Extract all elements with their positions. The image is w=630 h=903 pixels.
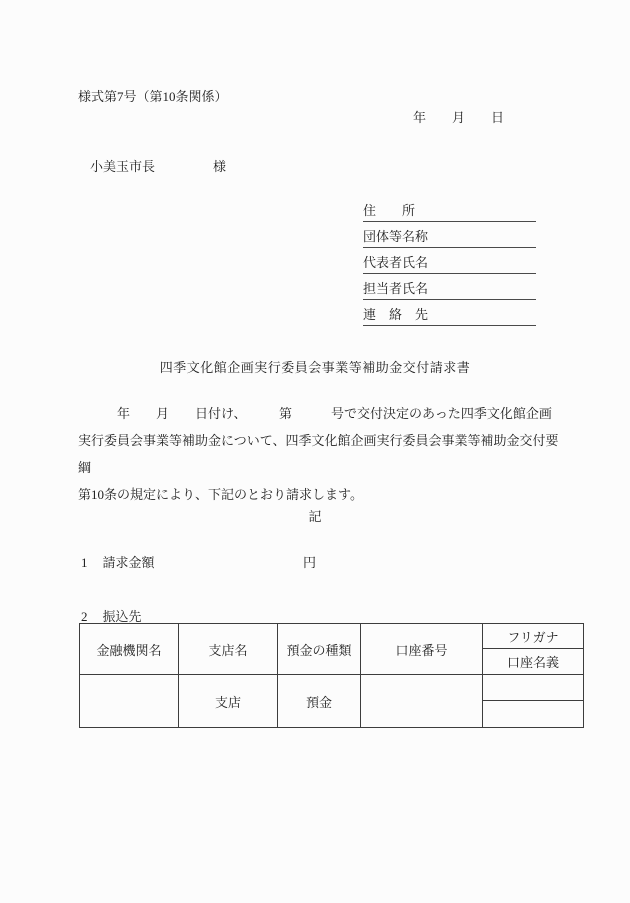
applicant-field-contact-person	[363, 274, 536, 300]
item-number-1: 1	[81, 555, 88, 570]
cell-furigana	[483, 675, 584, 701]
item-number-2: 2	[81, 609, 88, 624]
amount-unit-yen: 円	[303, 555, 317, 570]
header-deposit-type: 預金の種類	[278, 624, 361, 675]
body-line-3: 第10条の規定により、下記のとおり請求します。	[78, 487, 363, 502]
header-furigana: フリガナ	[483, 624, 584, 649]
body-paragraph	[78, 400, 568, 508]
cell-branch-suffix: 支店	[179, 675, 278, 728]
field-label-contact-info: 連 絡 先	[363, 307, 429, 322]
field-label-representative: 代表者氏名	[363, 255, 429, 270]
table-header-row	[80, 624, 584, 649]
table-data-row	[80, 675, 584, 701]
header-branch-name: 支店名	[179, 624, 278, 675]
document-title: 四季文化館企画実行委員会事業等補助金交付請求書	[159, 360, 471, 375]
applicant-field-contact-info	[363, 300, 536, 326]
item-label-bank-transfer: 振込先	[102, 609, 142, 624]
applicant-fields-block	[363, 196, 536, 326]
addressee-name: 小美玉市長	[90, 159, 156, 174]
header-account-number: 口座番号	[361, 624, 483, 675]
body-line-2: 実行委員会事業等補助金について、四季文化館企画実行委員会事業等補助金交付要綱	[78, 433, 559, 475]
field-label-address: 住 所	[363, 203, 416, 218]
applicant-field-address	[363, 196, 536, 222]
applicant-field-organization	[363, 222, 536, 248]
cell-deposit-suffix: 預金	[278, 675, 361, 728]
header-account-holder: 口座名義	[483, 649, 584, 675]
addressee-honorific: 様	[213, 159, 227, 174]
cell-account-number	[361, 675, 483, 728]
cell-account-holder	[483, 701, 584, 728]
field-label-contact-person: 担当者氏名	[363, 281, 429, 296]
applicant-field-representative	[363, 248, 536, 274]
item-request-amount	[81, 552, 561, 571]
cell-bank-name	[80, 675, 179, 728]
item-label-request-amount: 請求金額	[102, 555, 155, 570]
bank-transfer-table	[79, 623, 584, 728]
note-marker: 記	[308, 509, 322, 524]
header-bank-name: 金融機関名	[80, 624, 179, 675]
field-label-organization: 団体等名称	[363, 229, 429, 244]
date-line: 年 月 日	[413, 110, 505, 125]
form-number: 様式第7号（第10条関係）	[78, 89, 228, 104]
body-line-1: 年 月 日付け、 第 号で交付決定のあった四季文化館企画	[78, 406, 552, 421]
addressee-line	[90, 156, 226, 175]
